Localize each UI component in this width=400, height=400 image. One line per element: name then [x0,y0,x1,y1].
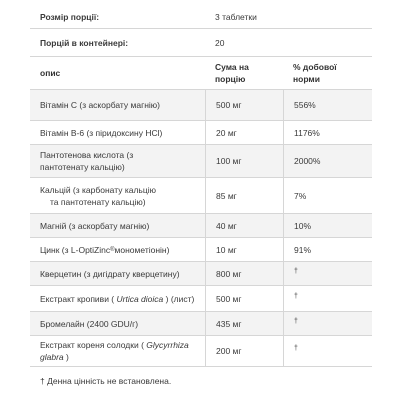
table-row [30,336,372,367]
daily-value-footnote: † Денна цінність не встановлена. [40,376,172,386]
servings-label: Порцій в контейнері: [40,37,129,48]
table-header-row [30,57,372,90]
serving-size-value: 3 таблетки [215,11,257,22]
nutrient-daily-value: 10% [283,214,372,237]
table-row [30,145,372,178]
column-header-amount: Сума на порцію [215,62,249,84]
table-row [30,312,372,336]
nutrient-name: Бромелайн (2400 GDU/г) [40,318,139,329]
nutrient-amount: 800 мг [205,262,283,285]
nutrient-daily-value: 556% [283,90,372,120]
nutrient-amount: 100 мг [205,145,283,177]
nutrient-name: Кверцетин (з дигідрату кверцетину) [40,268,180,279]
nutrient-daily-value: 1176% [283,121,372,144]
nutrient-daily-value: † [283,336,372,366]
nutrient-amount: 200 мг [205,336,283,366]
nutrient-daily-value: † [283,262,372,285]
nutrient-amount: 10 мг [205,238,283,261]
nutrient-amount: 20 мг [205,121,283,144]
table-row [30,90,372,121]
nutrient-amount: 40 мг [205,214,283,237]
nutrient-name: Пантотенова кислота (з пантотенату кальцію) [40,150,134,172]
serving-size-row [30,5,372,29]
nutrient-name: Магній (з аскорбату магнію) [40,220,150,231]
nutrient-name: Екстракт кропиви ( Urtica dioica ) (лист) [40,293,195,304]
column-header-description: опис [40,68,61,78]
serving-size-label: Розмір порції: [40,11,100,22]
nutrient-amount: 85 мг [205,178,283,213]
table-row [30,286,372,312]
nutrient-name: Кальцій (з карбонату кальцію та пантотенату кальцію) [40,184,156,207]
nutrient-daily-value: 2000% [283,145,372,177]
nutrient-amount: 435 мг [205,312,283,335]
nutrient-name: Вітамін С (з аскорбату магнію) [40,100,160,110]
nutrient-daily-value: † [283,286,372,311]
table-row [30,262,372,286]
table-row [30,214,372,238]
table-row [30,121,372,145]
servings-value: 20 [215,37,225,48]
nutrient-daily-value: 91% [283,238,372,261]
table-row [30,238,372,262]
column-header-daily-value: % добової норми [293,62,337,84]
nutrient-name: Цинк (з L-OptiZinc ® монометіонін) [40,244,170,255]
supplement-facts-table [30,5,372,367]
nutrient-amount: 500 мг [205,90,283,120]
nutrient-daily-value: 7% [283,178,372,213]
servings-per-container-row [30,29,372,57]
nutrient-daily-value: † [283,312,372,335]
nutrient-amount: 500 мг [205,286,283,311]
nutrient-name: Екстракт кореня солодки ( Glycyrrhiza glabra ) [40,340,189,362]
nutrient-name: Вітамін В-6 (з піридоксину HCl) [40,127,163,138]
table-row [30,178,372,214]
